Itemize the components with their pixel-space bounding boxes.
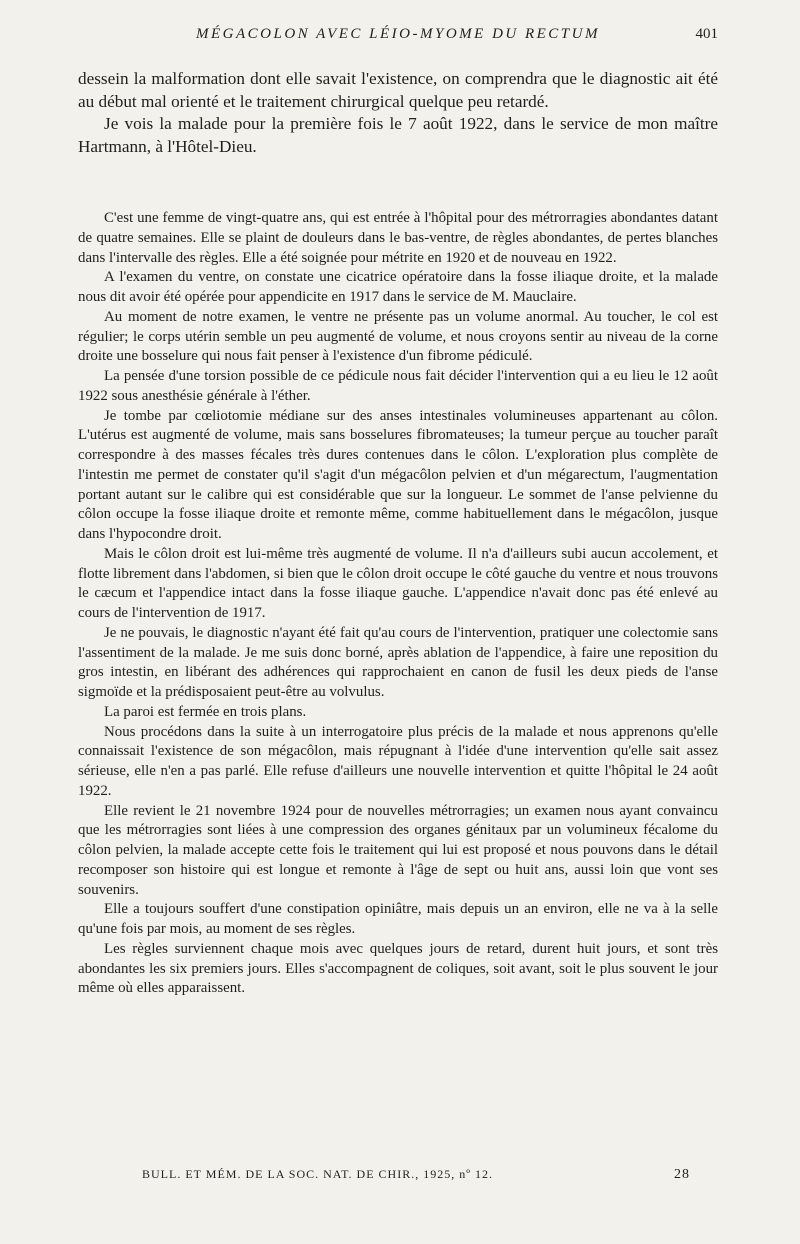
body-paragraph: Les règles surviennent chaque mois avec quelques jours de retard, durent huit jours, et sont très abondantes les six premiers jours. Elles s'accompagnent de coliques, soit avant, soit le plus souvent le jour même où elles apparaissent. [78, 940, 718, 997]
body-paragraph: La paroi est fermée en trois plans. [104, 703, 307, 720]
journal-citation: BULL. ET MÉM. DE LA SOC. NAT. DE CHIR., 1925, nº 12. [142, 1167, 493, 1181]
lead-text [78, 68, 718, 158]
body-paragraph: Mais le côlon droit est lui-même très augmenté de volume. Il n'a d'ailleurs subi aucun accolement, et flotte librement dans l'abdomen, si bien que le côlon droit occupe le côté gauche du ventre et nous trouvons le cæcum et l'appendice intact dans la fosse iliaque gauche. L'appendice n'avait donc pas été enlevé au cours de l'intervention de 1917. [78, 545, 718, 621]
case-report-text [78, 209, 718, 999]
page-number: 401 [695, 26, 718, 42]
running-title: MÉGACOLON AVEC LÉIO-MYOME DU RECTUM [196, 26, 600, 42]
lead-paragraph: dessein la malformation dont elle savait l'existence, on comprendra que le diagnostic ait été au début mal orienté et le traitement chirurgical quelque peu retardé. [78, 69, 718, 111]
signature-mark: 28 [674, 1167, 690, 1182]
body-paragraph: Au moment de notre examen, le ventre ne présente pas un volume anormal. Au toucher, le col est régulier; le corps utérin semble un peu augmenté de volume, et nous croyons sentir au niveau de la corne droite une bosselure qui nous fait penser à l'existence d'un fibrome pédiculé. [78, 308, 718, 365]
body-paragraph: Je tombe par cœliotomie médiane sur des anses intestinales volumineuses appartenant au côlon. L'utérus est augmenté de volume, mais sans bosselures fibromateuses; la tumeur perçue au toucher paraît correspondre à des masses fécales très dures contenues dans le côlon. L'exploration plus complète de l'intestin me permet de constater qu'il s'agit d'un mégacôlon pelvien et d'un mégarectum, l'augmentation portant autant sur le calibre qui est considérable que sur la longueur. Le sommet de l'anse pelvienne du côlon occupe la fosse iliaque droite et remonte même, comme habituellement dans le mégacôlon, jusque dans l'hypocondre droit. [78, 407, 718, 542]
body-paragraph: Je ne pouvais, le diagnostic n'ayant été fait qu'au cours de l'intervention, pratiquer une colectomie sans l'assentiment de la malade. Je me suis donc borné, après ablation de l'appendice, à faire une reposition du gros intestin, en libérant des adhérences qui rapprochaient en canon de fusil les deux pieds de l'anse sigmoïde et la prédisposaient peut-être au volvulus. [78, 624, 718, 700]
body-paragraph: Elle a toujours souffert d'une constipation opiniâtre, mais depuis un an environ, elle ne va à la selle qu'une fois par mois, au moment de ses règles. [78, 901, 718, 937]
body-paragraph: Elle revient le 21 novembre 1924 pour de nouvelles métrorragies; un examen nous ayant convaincu que les métrorragies sont liées à une compression des organes génitaux par un volumineux fécalome du côlon pelvien, la malade accepte cette fois le traitement qui lui est proposé et nous pouvons dans le détail recomposer son histoire qui est longue et remonte à l'âge de sept ou huit ans, aussi loin que vont ses souvenirs. [78, 802, 718, 898]
body-paragraph: A l'examen du ventre, on constate une cicatrice opératoire dans la fosse iliaque droite, et la malade nous dit avoir été opérée pour appendicite en 1917 dans le service de M. Mauclaire. [78, 269, 718, 305]
lead-paragraph: Je vois la malade pour la première fois le 7 août 1922, dans le service de mon maître Hartmann, à l'Hôtel-Dieu. [78, 114, 718, 156]
body-paragraph: Nous procédons dans la suite à un interrogatoire plus précis de la malade et nous apprenons qu'elle connaissait l'existence de son mégacôlon, mais répugnant à l'idée d'une intervention qu'elle sait assez sérieuse, elle n'en a pas parlé. Elle refuse d'ailleurs une nouvelle intervention et quitte l'hôpital le 24 août 1922. [78, 723, 718, 799]
body-paragraph: La pensée d'une torsion possible de ce pédicule nous fait décider l'intervention qui a eu lieu le 12 août 1922 sous anesthésie générale à l'éther. [78, 368, 718, 404]
body-paragraph: C'est une femme de vingt-quatre ans, qui est entrée à l'hôpital pour des métrorragies abondantes datant de quatre semaines. Elle se plaint de douleurs dans le bas-ventre, de règles abondantes, de pertes blanches dans l'intervalle des règles. Elle a été soignée pour métrite en 1920 et de nouveau en 1922. [78, 210, 718, 266]
